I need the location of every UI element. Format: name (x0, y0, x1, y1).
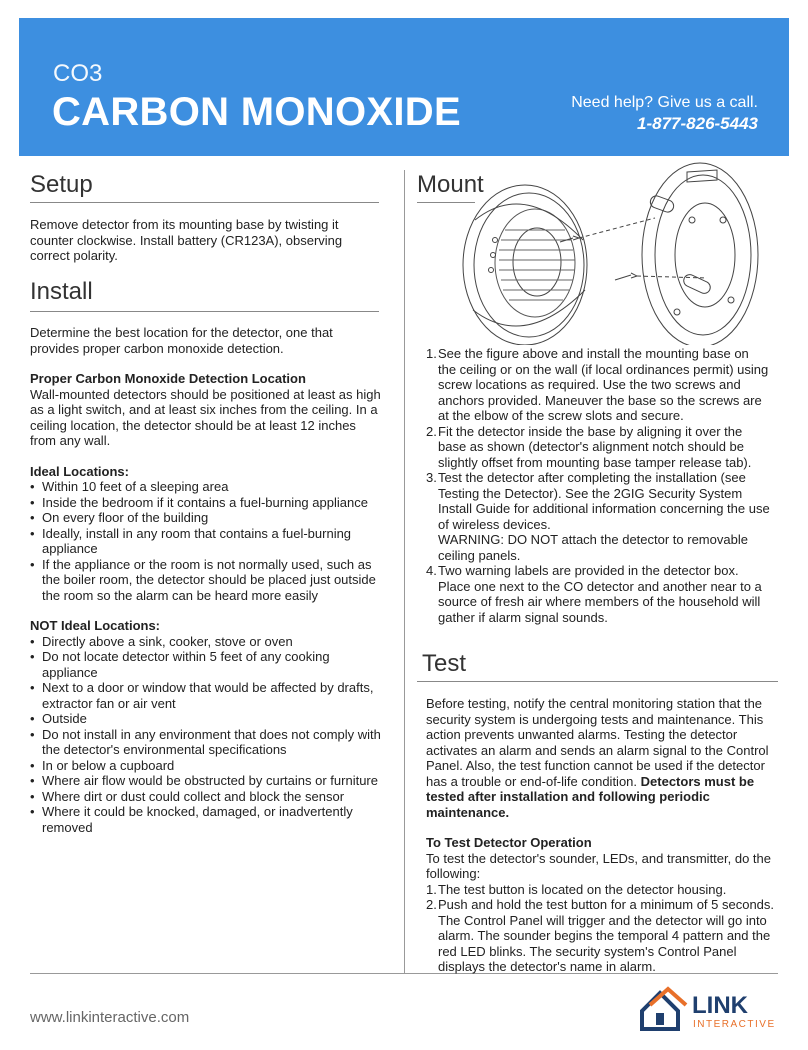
location-text: Wall-mounted detectors should be positioned at least as high as a light switch, and at least six inches from the ceiling. In a ceiling location, the detector should be at least 12 inches from any wall. (30, 386, 381, 448)
mount-step-list (426, 346, 770, 625)
phone-number: 1-877-826-5443 (637, 114, 758, 133)
list-item: • Where dirt or dust could collect and block the sensor (30, 789, 382, 805)
step-text: Fit the detector inside the base by aligning it over the base as shown (detector's alignment notch should be slightly offset from mounting base tamper release tab). (438, 423, 752, 470)
mount-heading: Mount (417, 171, 484, 198)
step-number: 4. (426, 563, 437, 578)
test-step-list (426, 882, 776, 975)
not-ideal-list (30, 634, 382, 836)
list-item (426, 532, 770, 563)
page-title: CARBON MONOXIDE (52, 90, 461, 134)
header-banner (19, 18, 789, 156)
list-item: • In or below a cupboard (30, 758, 382, 774)
logo-subword: INTERACTIVE (693, 1019, 776, 1030)
logo-house-icon (642, 989, 686, 1029)
list-item: • Ideally, install in any room that contains a fuel-burning appliance (30, 526, 382, 557)
list-item: • Where air flow would be obstructed by curtains or furniture (30, 773, 382, 789)
test-intro-text: Before testing, notify the central monitoring station that the security system is undergoing tests and maintenance. This action prevents unwanted alarms. Testing the detector activates an alarm and sends an alarm signal to the Control Panel. Also, the test function cannot be used if the detector has a trouble or end-of-life condition. (426, 696, 769, 789)
test-intro (426, 696, 776, 820)
help-text: Need help? Give us a call. (571, 94, 758, 111)
ideal-list (30, 479, 382, 603)
step-number: 2. (426, 897, 437, 912)
install-body (30, 325, 382, 835)
list-item (426, 882, 776, 898)
detector-mounting-illustration (455, 160, 775, 345)
step-text: See the figure above and install the mounting base on the ceiling or on the wall (if local ordinances permit) using screw locations as required. Use the two screws and anchors provided. Maneuver the base so the screws are at the elbow of the screw slots and secure. (438, 346, 769, 423)
test-rule (417, 681, 778, 682)
list-item (426, 424, 770, 471)
model-number: CO3 (53, 60, 103, 87)
test-intro-emphasis: Detectors must be tested after installation and following periodic maintenance. (426, 773, 755, 820)
list-item (426, 897, 776, 975)
list-item: • Directly above a sink, cooker, stove or oven (30, 634, 382, 650)
install-intro: Determine the best location for the detector, one that provides proper carbon monoxide detection. (30, 325, 333, 356)
install-heading: Install (30, 278, 93, 305)
step-text: Two warning labels are provided in the detector box. Place one next to the CO detector and another near to a source of fresh air where members of the household will gather if alarm signal sounds. (438, 563, 762, 625)
mount-steps (426, 346, 770, 625)
logo-word: LINK (692, 992, 748, 1019)
list-item: • Do not install in any environment that does not comply with the detector's environmental specifications (30, 727, 382, 758)
list-item: • Do not locate detector within 5 feet of any cooking appliance (30, 649, 382, 680)
step-number: 2. (426, 423, 437, 439)
website-url: www.linkinteractive.com (30, 1009, 190, 1026)
list-item: • Inside the bedroom if it contains a fuel-burning appliance (30, 495, 382, 511)
list-item (426, 563, 770, 625)
ideal-heading: Ideal Locations: (30, 463, 129, 479)
list-item (426, 470, 770, 532)
list-item: • Within 10 feet of a sleeping area (30, 479, 382, 495)
step-text: Push and hold the test button for a minimum of 5 seconds. The Control Panel will trigger and the detector will go into alarm. The sounder begins the temporal 4 pattern and the red LED blinks. The security system's Control Panel displays the detector's name in alarm. (438, 897, 775, 974)
column-divider (404, 170, 405, 973)
location-heading: Proper Carbon Monoxide Detection Location (30, 371, 306, 386)
setup-heading: Setup (30, 171, 93, 198)
list-item: • If the appliance or the room is not normally used, such as the boiler room, the detector should be placed just outside the room so the alarm can be heard more easily (30, 557, 382, 604)
list-item (426, 346, 770, 424)
step-text: The test button is located on the detector housing. (438, 881, 727, 897)
list-item: • Next to a door or window that would be affected by drafts, extractor fan or air vent (30, 680, 382, 711)
list-item: • Where it could be knocked, damaged, or inadvertently removed (30, 804, 382, 835)
test-op-text: To test the detector's sounder, LEDs, and transmitter, do the following: (426, 850, 772, 881)
setup-text: Remove detector from its mounting base by twisting it counter clockwise. Install battery (CR123A), observing correct polarity. (30, 217, 343, 263)
list-item: • On every floor of the building (30, 510, 382, 526)
link-interactive-logo (638, 983, 788, 1033)
not-ideal-heading: NOT Ideal Locations: (30, 618, 161, 633)
step-number: 3. (426, 470, 437, 485)
warning-text: WARNING: DO NOT attach the detector to removable ceiling panels. (438, 532, 748, 563)
step-text: Test the detector after completing the installation (see Testing the Detector). See the 2GIG Security System Install Guide for additional information concerning the use of wireless devices. (438, 470, 770, 532)
setup-rule (30, 202, 379, 203)
step-number: 1. (426, 346, 437, 361)
list-item: • Outside (30, 711, 382, 727)
step-number: 1. (426, 881, 437, 897)
test-heading: Test (422, 650, 467, 677)
install-rule (30, 311, 379, 312)
test-body (426, 696, 776, 975)
test-op-heading: To Test Detector Operation (426, 835, 592, 850)
